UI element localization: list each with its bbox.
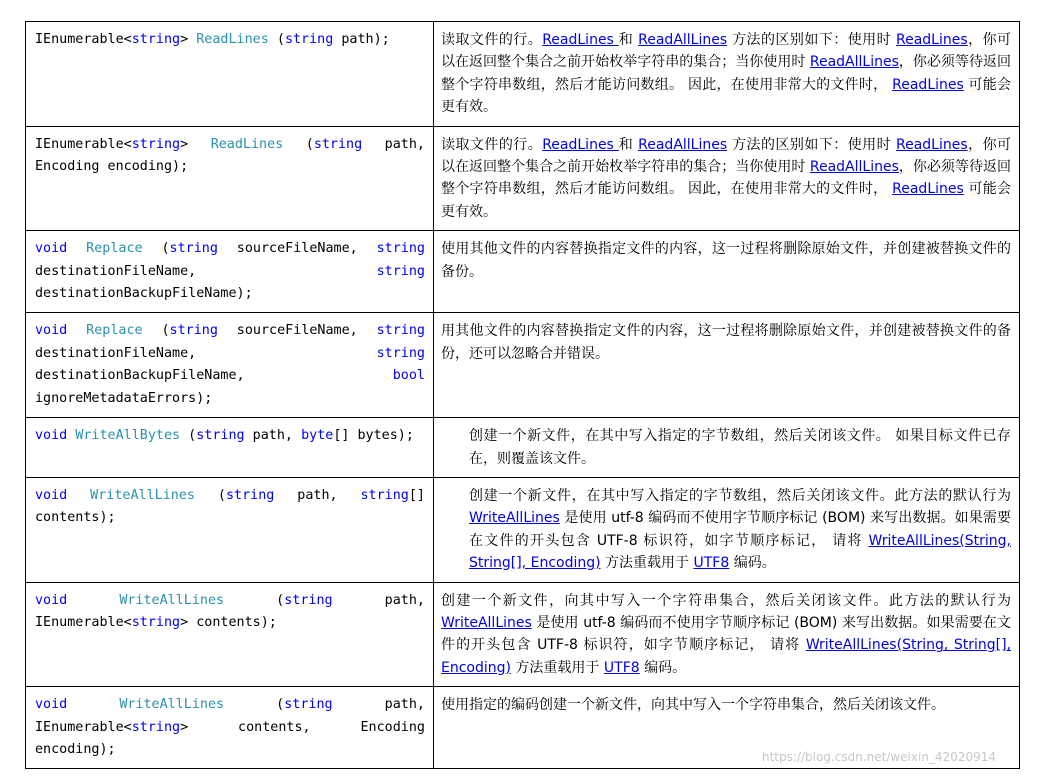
description-cell — [434, 313, 1020, 418]
description-text — [441, 134, 1011, 224]
description-segment: 创建一个新文件，在其中写入指定的字节数组，然后关闭该文件。此方法的默认行为 — [469, 487, 1011, 504]
method-signature-cell — [26, 231, 434, 313]
description-segment: 方法的区别如下：使用时 — [727, 136, 896, 153]
table-row — [26, 231, 1020, 313]
table-row — [26, 477, 1020, 582]
code-token: ignoreMetadataErrors); — [35, 390, 213, 406]
code-token — [67, 593, 119, 608]
doc-link[interactable]: ReadAllLines — [638, 136, 728, 153]
keyword-token: string — [131, 614, 181, 630]
code-token: ( — [142, 241, 170, 257]
code-token — [67, 241, 86, 256]
code-token: > contents, Encoding encoding); — [35, 719, 425, 757]
code-token: IEnumerable< — [35, 32, 132, 47]
doc-link[interactable]: ReadLines — [542, 32, 619, 48]
keyword-token: void — [35, 323, 68, 339]
doc-link[interactable]: ReadAllLines — [809, 54, 899, 71]
keyword-token: string — [131, 136, 181, 152]
description-segment: ，你必须等待返回整个字符串数组，然后才能访问数组。 因此，在使用非常大的文件时， — [441, 54, 1011, 93]
keyword-token: string — [131, 32, 181, 47]
keyword-token: void — [35, 487, 68, 503]
code-token: destinationBackupFileName); — [35, 286, 253, 302]
description-text — [441, 29, 1011, 119]
code-token: ( — [283, 136, 314, 152]
description-text — [441, 694, 1011, 716]
method-name-token: Replace — [86, 323, 143, 339]
description-cell — [434, 231, 1020, 313]
description-segment: ，你可以在返回整个集合之前开始枚举字符串的集合；当你使用时 — [441, 32, 1012, 71]
keyword-token: byte — [301, 428, 334, 444]
doc-link[interactable]: ReadAllLines — [638, 32, 728, 48]
method-signature-cell — [26, 582, 434, 687]
description-segment: 用其他文件的内容替换指定文件的内容，这一过程将删除原始文件，并创建被替换文件的备份，还可以忽略合并错误。 — [441, 323, 1011, 362]
code-token: > — [180, 32, 197, 47]
description-cell — [434, 477, 1020, 582]
code-token: sourceFileName, — [217, 241, 377, 257]
description-segment: 和 — [618, 136, 639, 153]
keyword-token: string — [376, 263, 425, 279]
description-segment: 创建一个新文件，在其中写入指定的字节数组，然后关闭该文件。 如果目标文件已存在，则覆盖该文件。 — [469, 428, 1011, 467]
code-token — [67, 323, 86, 338]
method-signature-cell — [26, 477, 434, 582]
doc-link[interactable]: WriteAllLines — [441, 614, 532, 631]
code-token — [67, 488, 90, 503]
code-token: path, Encoding encoding); — [35, 136, 425, 175]
description-segment: 是使用 utf-8 编码而不使用字节顺序标记 (BOM) 来写出数据。如果需要在文件的开头包含 UTF-8 标识符，如字节顺序标记， 请将 — [469, 510, 1011, 549]
description-segment: 使用其他文件的内容替换指定文件的内容，这一过程将删除原始文件，并创建被替换文件的备份。 — [441, 241, 1011, 280]
doc-link[interactable]: ReadLines — [892, 76, 964, 93]
keyword-token: string — [376, 241, 425, 257]
description-text — [441, 590, 1011, 680]
description-segment: 方法的区别如下：使用时 — [727, 32, 896, 48]
description-text — [441, 238, 1011, 283]
table-row — [26, 582, 1020, 687]
code-token: ( — [268, 32, 285, 47]
description-segment: 可能会更有效。 — [441, 181, 1011, 220]
code-token: > contents); — [180, 614, 277, 630]
keyword-token: void — [35, 697, 68, 713]
table-row — [26, 126, 1020, 231]
keyword-token: void — [35, 241, 68, 257]
code-token: path); — [333, 32, 390, 47]
keyword-token: string — [313, 136, 363, 152]
doc-link[interactable]: ReadLines — [896, 32, 968, 48]
code-token — [67, 697, 119, 712]
doc-link[interactable]: ReadLines — [892, 181, 964, 198]
description-segment: 读取文件的行。 — [441, 136, 543, 153]
api-table-body — [26, 22, 1020, 769]
code-token: ( — [142, 323, 170, 339]
description-text — [441, 320, 1011, 365]
description-cell — [434, 22, 1020, 127]
doc-link[interactable]: UTF8 — [603, 659, 640, 676]
description-segment: 和 — [618, 32, 639, 48]
code-token: destinationFileName, — [35, 345, 377, 361]
doc-link[interactable]: ReadLines — [542, 136, 619, 153]
doc-link[interactable]: WriteAllLines(String, String[], Encoding) — [469, 532, 1011, 572]
description-segment: 读取文件的行。 — [441, 32, 543, 48]
method-name-token: WriteAllBytes — [75, 428, 181, 444]
method-signature-cell — [26, 687, 434, 769]
code-token: ( — [180, 428, 197, 444]
method-signature-cell — [26, 418, 434, 478]
keyword-token: string — [376, 345, 425, 361]
code-token: ( — [224, 697, 285, 713]
description-cell — [434, 418, 1020, 478]
method-name-token: ReadLines — [210, 136, 284, 152]
method-signature-cell — [26, 22, 434, 127]
code-token: [] contents); — [35, 487, 425, 526]
method-signature-cell — [26, 126, 434, 231]
table-row — [26, 22, 1020, 127]
method-name-token: WriteAllLines — [119, 592, 225, 608]
description-segment: 编码。 — [729, 555, 776, 572]
description-cell — [434, 582, 1020, 687]
description-text — [441, 485, 1011, 575]
doc-link[interactable]: UTF8 — [693, 555, 730, 572]
table-row — [26, 313, 1020, 418]
keyword-token: string — [284, 592, 333, 608]
code-token: path, IEnumerable< — [35, 592, 425, 630]
doc-link[interactable]: ReadAllLines — [809, 159, 899, 176]
code-token: ( — [194, 487, 226, 503]
keyword-token: void — [35, 592, 68, 608]
code-token: path, — [244, 428, 302, 444]
keyword-token: void — [35, 428, 68, 444]
keyword-token: string — [284, 32, 334, 47]
keyword-token: string — [376, 323, 425, 339]
doc-link[interactable]: WriteAllLines — [469, 510, 560, 527]
keyword-token: string — [225, 487, 275, 503]
method-name-token: ReadLines — [196, 32, 269, 47]
keyword-token: string — [284, 697, 333, 713]
keyword-token: bool — [392, 368, 425, 384]
description-segment: 使用指定的编码创建一个新文件，向其中写入一个字符串集合，然后关闭该文件。 — [441, 697, 945, 714]
description-segment: 是使用 utf-8 编码而不使用字节顺序标记 (BOM) 来写出数据。如果需要在文件的开头包含 UTF-8 标识符，如字节顺序标记， 请将 — [441, 614, 1011, 654]
keyword-token: string — [169, 241, 218, 257]
code-token: sourceFileName, — [217, 323, 377, 339]
keyword-token: string — [131, 719, 181, 735]
doc-link[interactable]: ReadLines — [896, 136, 968, 153]
description-segment: 方法重载用于 — [600, 555, 694, 572]
api-table — [25, 21, 1020, 769]
description-segment: ，你可以在返回整个集合之前开始枚举字符串的集合；当你使用时 — [441, 136, 1012, 176]
code-token: path, — [274, 487, 361, 503]
description-cell — [434, 126, 1020, 231]
method-name-token: WriteAllLines — [90, 487, 195, 503]
description-segment: 方法重载用于 — [510, 659, 604, 676]
code-token: [] bytes); — [333, 428, 414, 444]
code-token: path, IEnumerable< — [35, 697, 425, 735]
keyword-token: string — [196, 428, 245, 444]
description-segment: 创建一个新文件，向其中写入一个字符串集合，然后关闭该文件。此方法的默认行为 — [441, 592, 1011, 609]
code-token: > — [180, 136, 211, 152]
description-segment: 可能会更有效。 — [441, 76, 1011, 116]
watermark: https://blog.csdn.net/weixin_42020914 — [762, 750, 997, 764]
keyword-token: string — [169, 323, 218, 339]
code-token: IEnumerable< — [35, 136, 132, 152]
method-signature-cell — [26, 313, 434, 418]
doc-link[interactable]: WriteAllLines(String, String[], Encoding) — [441, 637, 1011, 676]
code-token: ( — [224, 592, 285, 608]
method-name-token: Replace — [86, 241, 143, 257]
method-name-token: WriteAllLines — [119, 697, 225, 713]
description-segment: 编码。 — [639, 659, 687, 676]
description-text — [441, 425, 1011, 470]
code-token: destinationBackupFileName, — [35, 368, 393, 384]
code-token: destinationFileName, — [35, 263, 377, 279]
keyword-token: string — [360, 487, 409, 503]
table-row — [26, 418, 1020, 478]
description-segment: ，你必须等待返回整个字符串数组，然后才能访问数组。 因此，在使用非常大的文件时， — [441, 159, 1011, 198]
